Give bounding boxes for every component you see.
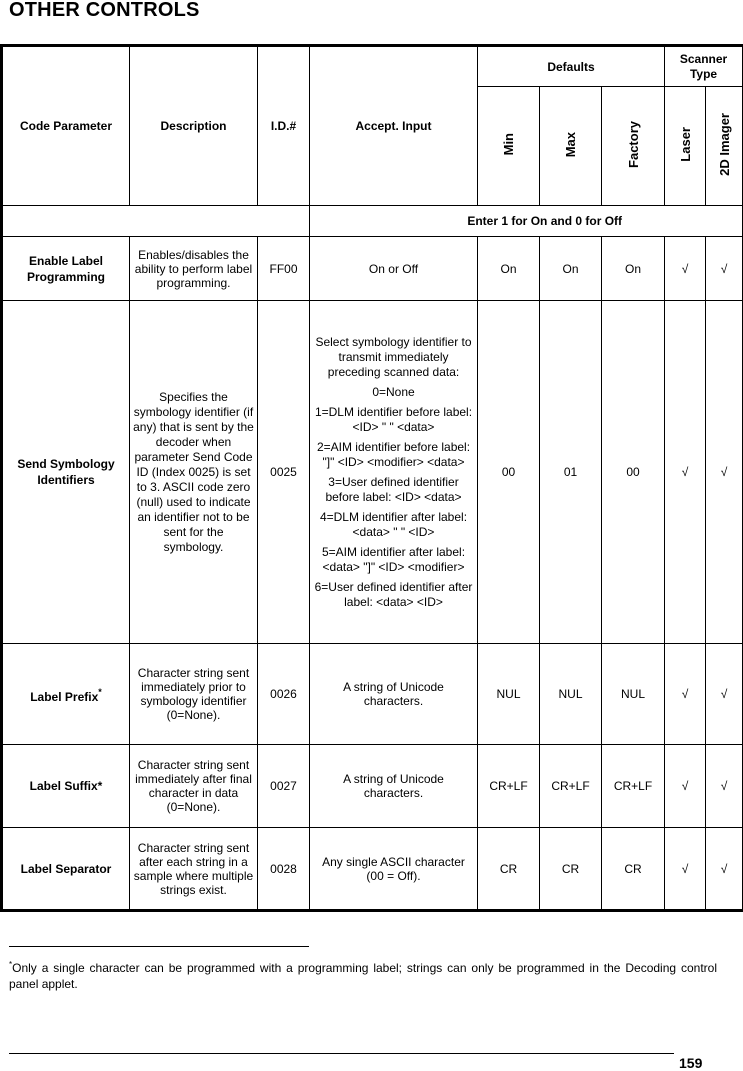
- row-imager-check: √: [706, 745, 743, 828]
- row-imager-check: √: [706, 644, 743, 745]
- row-laser-check: √: [665, 644, 706, 745]
- header-laser: Laser: [678, 127, 693, 162]
- row-min: 00: [478, 301, 540, 644]
- row-min: On: [478, 237, 540, 301]
- row-description: Enables/disables the ability to perform label programming.: [130, 237, 258, 301]
- row-param: Label Suffix*: [2, 745, 130, 828]
- page-number: 159: [679, 1055, 702, 1071]
- row-id: 0028: [258, 828, 310, 911]
- header-max: Max: [563, 132, 578, 157]
- row-laser-check: √: [665, 828, 706, 911]
- accept-line: 3=User defined identifier before label: <ID> <data>: [312, 475, 475, 505]
- header-code-parameter: Code Parameter: [2, 46, 130, 206]
- table-row: [2, 237, 743, 301]
- table-row: [2, 745, 743, 828]
- row-factory: 00: [602, 301, 665, 644]
- row-param-label: Label Prefix: [30, 690, 98, 704]
- row-max: 01: [540, 301, 602, 644]
- row-accept: A string of Unicode characters.: [310, 745, 478, 828]
- row-accept: A string of Unicode characters.: [310, 644, 478, 745]
- row-accept: On or Off: [310, 237, 478, 301]
- row-factory: NUL: [602, 644, 665, 745]
- row-id: 0025: [258, 301, 310, 644]
- row-factory: On: [602, 237, 665, 301]
- header-imager-cell: [706, 87, 743, 206]
- row-max: NUL: [540, 644, 602, 745]
- accept-line: 0=None: [312, 385, 475, 400]
- row-factory: CR+LF: [602, 745, 665, 828]
- row-accept: Any single ASCII character (00 = Off).: [310, 828, 478, 911]
- row-id: FF00: [258, 237, 310, 301]
- instruction-row: [2, 206, 743, 237]
- row-description: Character string sent after each string in a sample where multiple strings exist.: [130, 828, 258, 911]
- row-description: Specifies the symbology identifier (if any) that is sent by the decoder when parameter Send Code ID (Index 0025) is set to 3. ASCII code zero (null) used to indicate an identifier not to be sent for the symbology.: [130, 301, 258, 644]
- row-min: CR: [478, 828, 540, 911]
- accept-line: 4=DLM identifier after label: <data> " " <ID>: [312, 510, 475, 540]
- header-scanner-type: Scanner Type: [665, 46, 743, 87]
- instruction-blank: [2, 206, 310, 237]
- row-laser-check: √: [665, 301, 706, 644]
- row-description: Character string sent immediately after final character in data (0=None).: [130, 745, 258, 828]
- accept-line: 2=AIM identifier before label: "]" <ID> <modifier> <data>: [312, 440, 475, 470]
- row-imager-check: √: [706, 301, 743, 644]
- footnote-mark: *: [98, 687, 102, 697]
- row-param: [2, 644, 130, 745]
- row-laser-check: √: [665, 237, 706, 301]
- footnote: [9, 957, 717, 992]
- row-description: Character string sent immediately prior to symbology identifier (0=None).: [130, 644, 258, 745]
- header-description: Description: [130, 46, 258, 206]
- row-accept: [310, 301, 478, 644]
- accept-line: Select symbology identifier to transmit immediately preceding scanned data:: [312, 335, 475, 380]
- row-param: Label Separator: [2, 828, 130, 911]
- header-laser-cell: [665, 87, 706, 206]
- header-row-1: [2, 46, 743, 87]
- row-imager-check: √: [706, 828, 743, 911]
- accept-line: 5=AIM identifier after label: <data> "]" <ID> <modifier>: [312, 545, 475, 575]
- row-imager-check: √: [706, 237, 743, 301]
- page-footer-divider: [9, 1053, 674, 1054]
- footnote-divider: [9, 946, 309, 947]
- header-min-cell: [478, 87, 540, 206]
- page-title: OTHER CONTROLS: [9, 0, 200, 22]
- row-laser-check: √: [665, 745, 706, 828]
- header-factory: Factory: [626, 121, 641, 168]
- row-factory: CR: [602, 828, 665, 911]
- header-defaults: Defaults: [478, 46, 665, 87]
- accept-line: 6=User defined identifier after label: <data> <ID>: [312, 580, 475, 610]
- row-min: NUL: [478, 644, 540, 745]
- table-row: [2, 301, 743, 644]
- footnote-marker: *: [9, 960, 12, 969]
- header-min: Min: [501, 133, 516, 155]
- row-min: CR+LF: [478, 745, 540, 828]
- table-row: [2, 828, 743, 911]
- header-factory-cell: [602, 87, 665, 206]
- row-max: On: [540, 237, 602, 301]
- row-param: Send Symbology Identifiers: [2, 301, 130, 644]
- header-id: I.D.#: [258, 46, 310, 206]
- footnote-text: Only a single character can be programmed with a programming label; strings can only be programmed in the Decoding control panel applet.: [9, 961, 717, 991]
- header-accept-input: Accept. Input: [310, 46, 478, 206]
- row-param: Enable Label Programming: [2, 237, 130, 301]
- row-max: CR+LF: [540, 745, 602, 828]
- row-id: 0027: [258, 745, 310, 828]
- other-controls-table: [0, 44, 743, 912]
- row-id: 0026: [258, 644, 310, 745]
- header-max-cell: [540, 87, 602, 206]
- instruction-text: Enter 1 for On and 0 for Off: [310, 206, 743, 237]
- row-max: CR: [540, 828, 602, 911]
- table-row: [2, 644, 743, 745]
- accept-line: 1=DLM identifier before label: <ID> " " <data>: [312, 405, 475, 435]
- header-imager: 2D Imager: [717, 113, 732, 176]
